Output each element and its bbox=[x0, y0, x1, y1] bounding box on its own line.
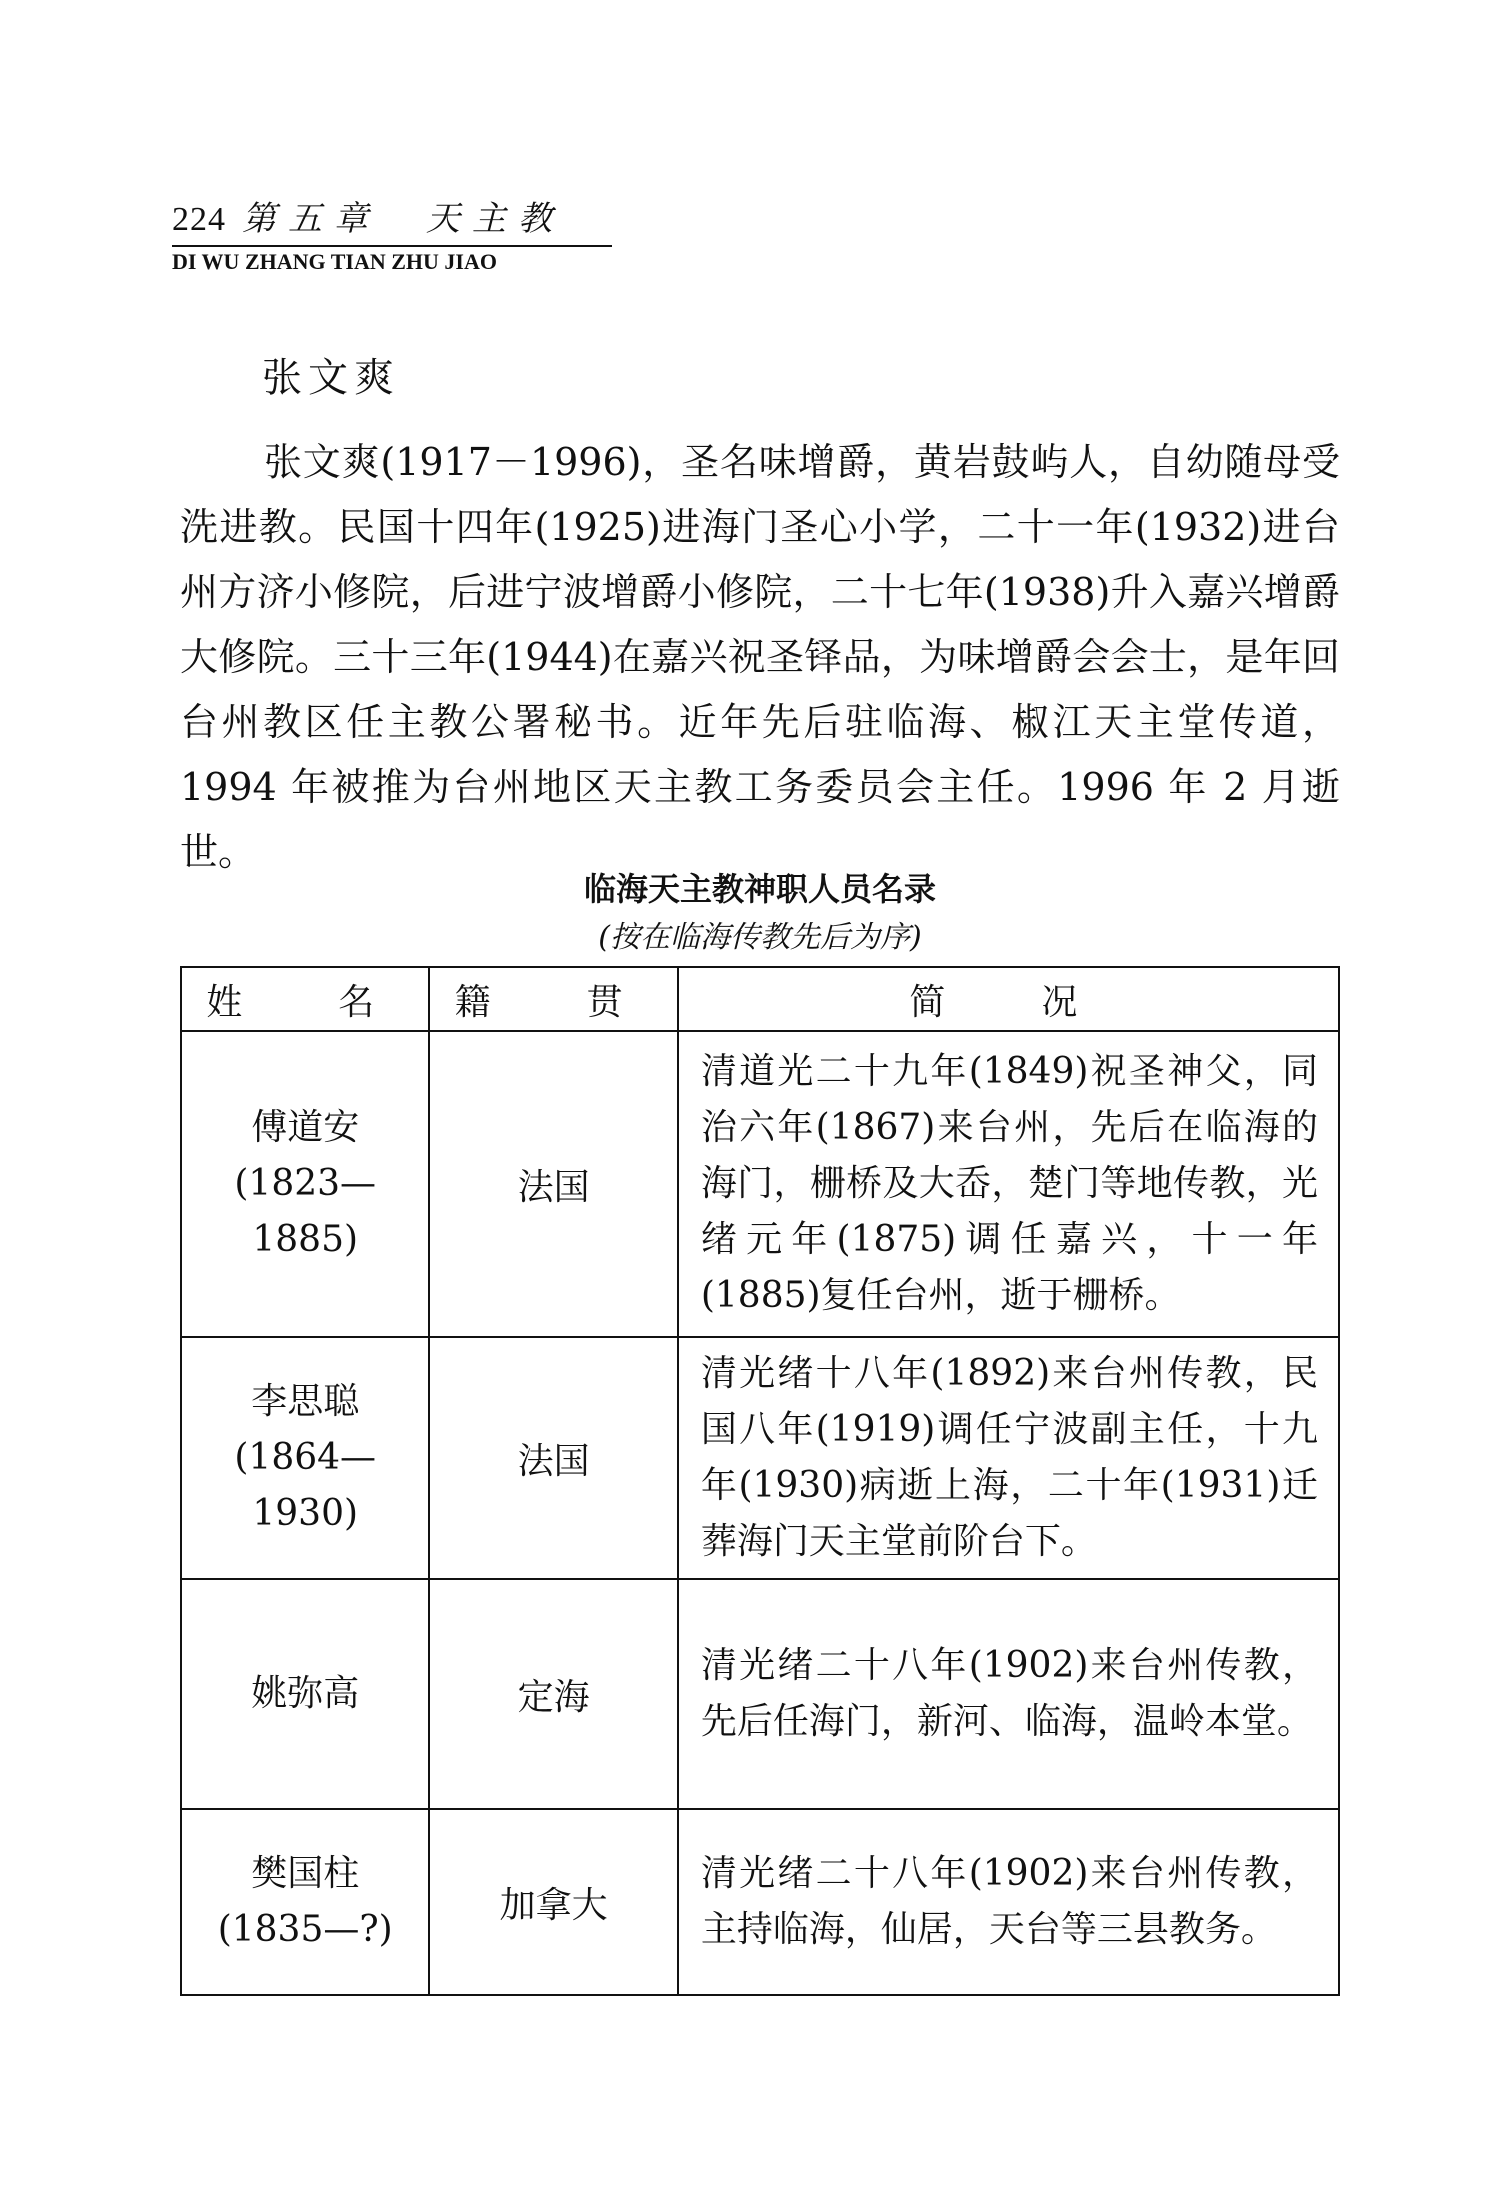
origin-cell: 加拿大 bbox=[429, 1809, 677, 1995]
summary-cell: 清光绪二十八年(1902)来台州传教，先后任海门，新河、临海，温岭本堂。 bbox=[678, 1579, 1339, 1809]
person-years: (1864—1930) bbox=[234, 1437, 377, 1534]
table-title: 临海天主教神职人员名录 bbox=[583, 870, 936, 908]
origin-cell: 法国 bbox=[429, 1031, 677, 1337]
clergy-table bbox=[180, 966, 1340, 1996]
summary-cell: 清光绪二十八年(1902)来台州传教，主持临海，仙居，天台等三县教务。 bbox=[678, 1809, 1339, 1995]
table-row bbox=[181, 1579, 1339, 1809]
person-years: (1835—?) bbox=[217, 1909, 393, 1950]
table-row bbox=[181, 1809, 1339, 1995]
table-row bbox=[181, 1337, 1339, 1579]
table-header-row bbox=[181, 967, 1339, 1031]
person-name: 樊国柱 bbox=[251, 1853, 360, 1894]
summary-cell: 清光绪十八年(1892)来台州传教，民国八年(1919)调任宁波副主任，十九年(1930)病逝上海，二十年(1931)迁葬海门天主堂前阶台下。 bbox=[678, 1337, 1339, 1579]
chapter-title: 第五章 天主教 bbox=[242, 199, 564, 239]
table-row bbox=[181, 1031, 1339, 1337]
header-line bbox=[172, 196, 612, 243]
running-header bbox=[172, 196, 612, 277]
origin-cell: 法国 bbox=[429, 1337, 677, 1579]
name-cell bbox=[181, 1809, 429, 1995]
person-years: (1823—1885) bbox=[234, 1163, 377, 1260]
summary-cell: 清道光二十九年(1849)祝圣神父，同治六年(1867)来台州，先后在临海的海门，栅桥及大岙，楚门等地传教，光绪元年(1875)调任嘉兴，十一年(1885)复任台州，逝于栅桥。 bbox=[678, 1031, 1339, 1337]
chapter-pinyin: DI WU ZHANG TIAN ZHU JIAO bbox=[172, 249, 497, 274]
name-cell bbox=[181, 1031, 429, 1337]
table-subtitle: (按在临海传教先后为序) bbox=[598, 920, 922, 955]
person-name: 李思聪 bbox=[251, 1381, 360, 1422]
origin-cell: 定海 bbox=[429, 1579, 677, 1809]
biography-paragraph: 张文爽(1917－1996)，圣名味增爵，黄岩鼓屿人，自幼随母受洗进教。民国十四年(1925)进海门圣心小学，二十一年(1932)进台州方济小修院，后进宁波增爵小修院，二十七年(1938)升入嘉兴增爵大修院。三十三年(1944)在嘉兴祝圣铎品，为味增爵会会士，是年回台州教区任主教公署秘书。近年先后驻临海、椒江天主堂传道，1994 年被推为台州地区天主教工务委员会主任。1996 年 2 月逝世。 bbox=[180, 440, 1340, 874]
page-number: 224 bbox=[172, 201, 226, 238]
person-name: 傅道安 bbox=[251, 1107, 360, 1148]
name-cell bbox=[181, 1579, 429, 1809]
header-summary: 简 况 bbox=[678, 967, 1339, 1031]
section-title: 张文爽 bbox=[262, 355, 400, 401]
header-origin: 籍 贯 bbox=[429, 967, 677, 1031]
name-cell bbox=[181, 1337, 429, 1579]
header-name: 姓 名 bbox=[181, 967, 429, 1031]
person-name: 姚弥高 bbox=[251, 1673, 360, 1714]
